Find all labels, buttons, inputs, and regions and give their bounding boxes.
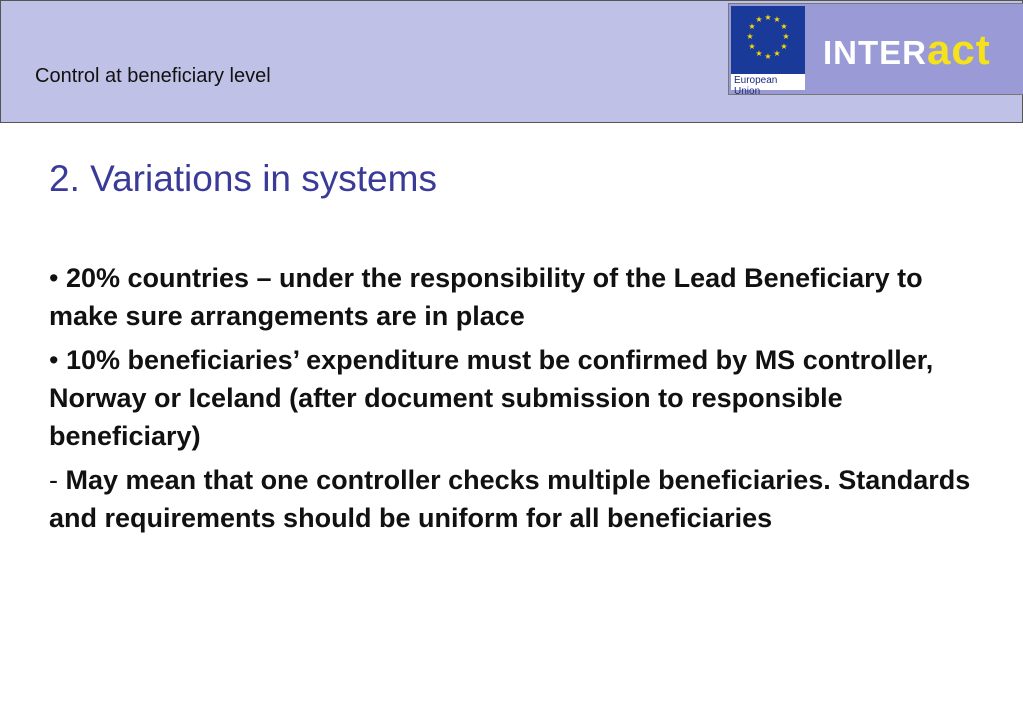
- svg-text:★: ★: [773, 15, 781, 24]
- dash-item: [49, 461, 989, 537]
- svg-text:★: ★: [780, 42, 788, 51]
- header-title: Control at beneficiary level: [35, 65, 271, 87]
- brand-act: act: [927, 26, 991, 73]
- svg-text:★: ★: [764, 52, 772, 61]
- svg-text:★: ★: [748, 22, 756, 31]
- header-bar: [0, 0, 1023, 123]
- eu-label: European Union: [734, 75, 778, 97]
- bullet-marker: •: [49, 263, 59, 293]
- bullet-text: 10% beneficiaries’ expenditure must be confirmed by MS controller, Norway or Iceland (after document submission to responsible beneficiary): [49, 345, 934, 451]
- svg-text:★: ★: [782, 32, 790, 41]
- svg-text:★: ★: [746, 32, 754, 41]
- svg-text:★: ★: [755, 49, 763, 58]
- brand-inter: INTER: [823, 34, 927, 71]
- svg-text:★: ★: [764, 13, 772, 22]
- bullet-item: [49, 259, 989, 335]
- bullet-marker: •: [49, 345, 59, 375]
- svg-text:★: ★: [773, 49, 781, 58]
- interact-logo: [728, 3, 1023, 95]
- bullet-list: [49, 259, 989, 543]
- bullet-text: 20% countries – under the responsibility of the Lead Beneficiary to make sure arrangements are in place: [49, 263, 923, 331]
- bullet-item: [49, 341, 989, 455]
- slide-title: 2. Variations in systems: [49, 158, 437, 199]
- eu-flag-icon: [731, 6, 805, 97]
- svg-text:★: ★: [755, 15, 763, 24]
- svg-text:★: ★: [748, 42, 756, 51]
- svg-text:★: ★: [780, 22, 788, 31]
- brand-wordmark: [823, 26, 991, 74]
- dash-text: May mean that one controller checks multiple beneficiaries. Standards and requirements should be uniform for all beneficiaries: [49, 465, 971, 533]
- dash-marker: -: [49, 465, 58, 495]
